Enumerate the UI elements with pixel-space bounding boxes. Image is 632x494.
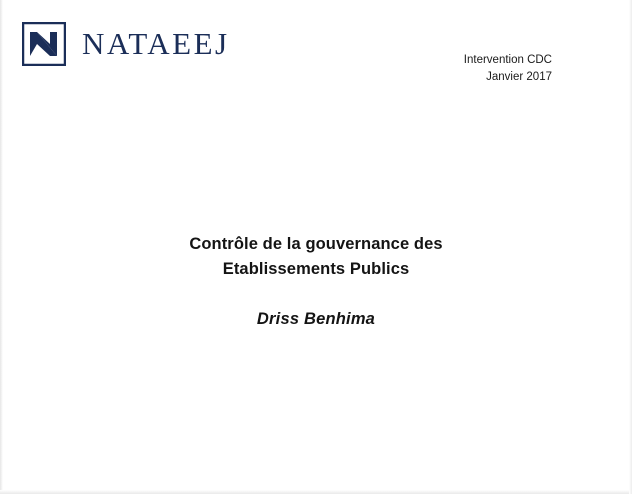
meta-line-2: Janvier 2017 xyxy=(486,71,552,83)
nataeej-n-mark-icon xyxy=(22,22,66,66)
meta-line-1: Intervention CDC xyxy=(463,54,552,66)
brand-wordmark: NATAEEJ xyxy=(82,26,230,61)
title-block xyxy=(0,232,632,329)
page-title-line-1: Contrôle de la gouvernance des xyxy=(189,235,443,253)
document-meta xyxy=(464,52,552,86)
slide-bottom-edge xyxy=(0,490,632,494)
author-name: Driss Benhima xyxy=(256,310,376,328)
brand-logo xyxy=(22,22,230,66)
page-title-line-2: Etablissements Publics xyxy=(222,260,410,278)
